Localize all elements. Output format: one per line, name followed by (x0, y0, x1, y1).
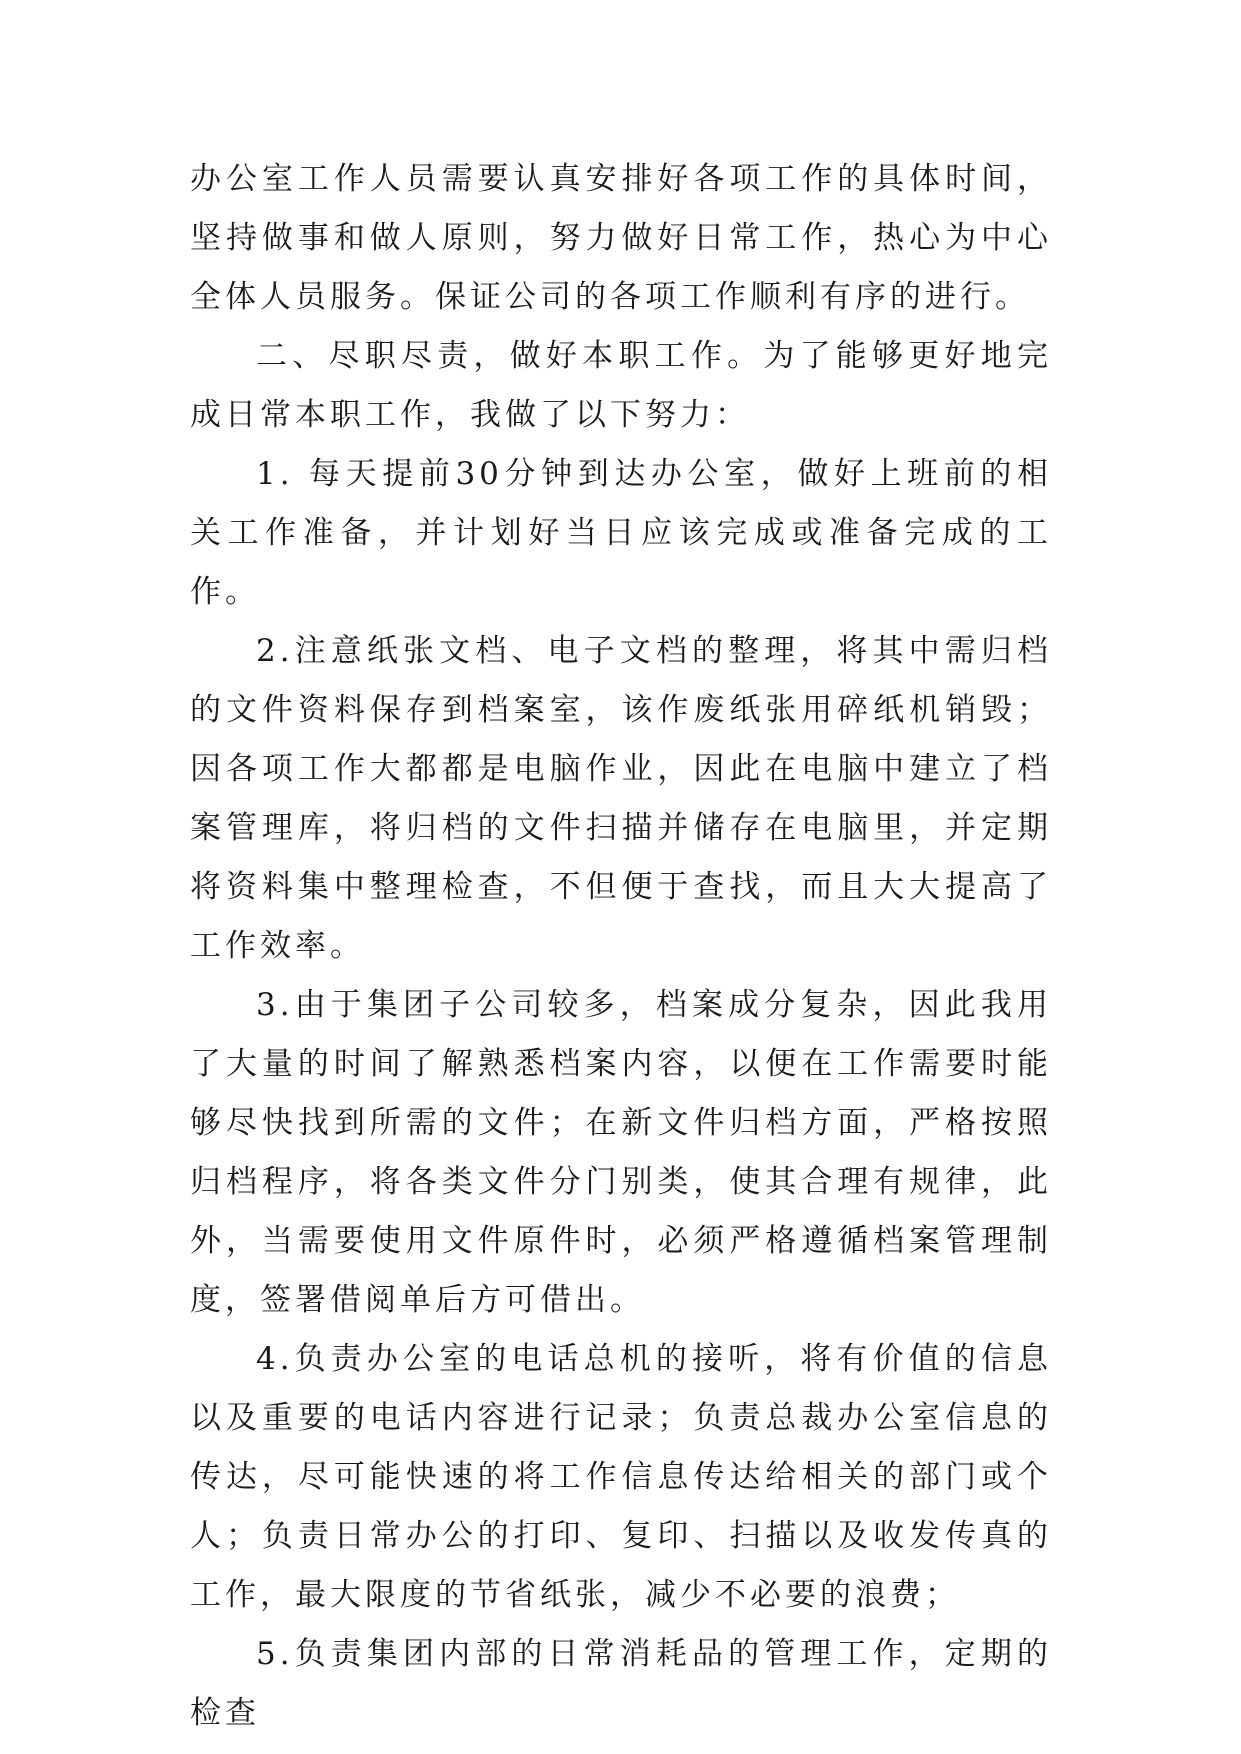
paragraph-continuation: 办公室工作人员需要认真安排好各项工作的具体时间，坚持做事和做人原则，努力做好日常工作，热心为中心全体人员服务。保证公司的各项工作顺利有序的进行。 (190, 161, 1052, 315)
paragraph-item-2: 2.注意纸张文档、电子文档的整理，将其中需归档的文件资料保存到档案室，该作废纸张用碎纸机销毁；因各项工作大都都是电脑作业，因此在电脑中建立了档案管理库，将归档的文件扫描并储存在电脑里，并定期将资料集中整理检查，不但便于查找，而且大大提高了工作效率。 (190, 633, 1052, 964)
paragraph-section-two: 二、尽职尽责，做好本职工作。为了能够更好地完成日常本职工作，我做了以下努力： (190, 338, 1052, 433)
paragraph-item-5: 5.负责集团内部的日常消耗品的管理工作，定期的检查 (190, 1636, 1052, 1731)
paragraph-item-3: 3.由于集团子公司较多，档案成分复杂，因此我用了大量的时间了解熟悉档案内容，以便在工作需要时能够尽快找到所需的文件；在新文件归档方面，严格按照归档程序，将各类文件分门别类，使其合理有规律，此外，当需要使用文件原件时，必须严格遵循档案管理制度，签署借阅单后方可借出。 (190, 987, 1052, 1318)
document-body (190, 150, 1052, 1743)
paragraph-item-4: 4.负责办公室的电话总机的接听，将有价值的信息以及重要的电话内容进行记录；负责总裁办公室信息的传达，尽可能快速的将工作信息传达给相关的部门或个人；负责日常办公的打印、复印、扫描以及收发传真的工作，最大限度的节省纸张，减少不必要的浪费； (190, 1341, 1052, 1613)
paragraph-item-1: 1. 每天提前30分钟到达办公室，做好上班前的相关工作准备，并计划好当日应该完成或准备完成的工作。 (190, 456, 1052, 610)
